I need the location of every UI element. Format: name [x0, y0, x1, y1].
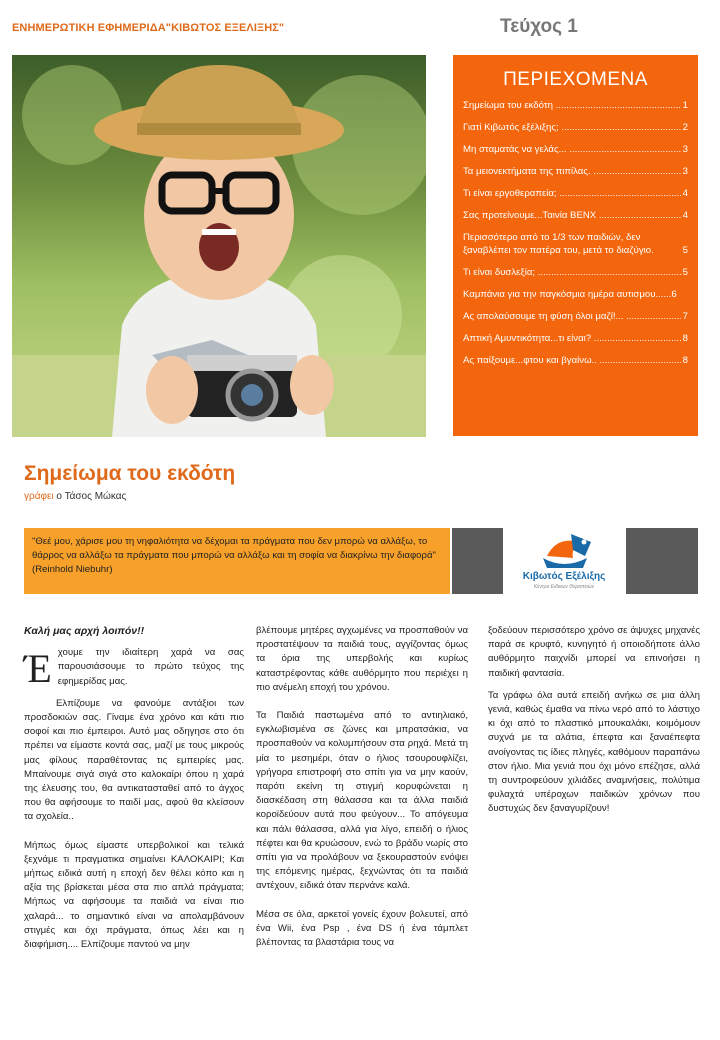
toc-item-label: Γιατί Κιβωτός εξέλιξης; ..... — [463, 121, 681, 134]
article-column-2 — [256, 624, 468, 958]
article-paragraph-text: χουμε την ιδιαίτερη χαρά να σας παρουσιάσουμε το πρώτο τεύχος της εφημερίδας μας. — [57, 647, 244, 687]
toc-item[interactable] — [463, 209, 688, 222]
toc-item[interactable] — [463, 231, 688, 257]
toc-title: ΠΕΡΙΕΧΟΜΕΝΑ — [503, 69, 648, 90]
toc-item[interactable] — [463, 266, 688, 279]
cover-photo — [12, 55, 426, 437]
quote-band: "Θεέ μου, χάρισε μου τη νηφαλιότητα να δέχομαι τα πράγματα που δεν μπορώ να αλλάξω, το θάρρος να αλλάξω τα πράγματα που μπορώ να αλλάξω και τη σοφία να διακρίνω την διαφορά" (Reinhold Niebuhr) — [24, 528, 450, 594]
drop-cap: Έ — [24, 646, 52, 692]
toc-item[interactable] — [463, 143, 688, 156]
toc-item-page: 8 — [682, 355, 688, 366]
logo-subtitle: Κέντρο Ειδικών Θεραπειών — [533, 584, 595, 590]
article-paragraph — [24, 646, 244, 692]
article-paragraph: Μέσα σε όλα, αρκετοί γονείς έχουν βολευτεί, από ένα Wii, ένα Psp , ένα DS ή ένα τάμπλετ βλέποντας τα βλαστάρια τους να — [256, 908, 468, 949]
article-lead: Καλή μας αρχή λοιπόν!! — [24, 625, 145, 637]
toc-list — [463, 99, 688, 367]
logo-name: Κιβωτός Εξέλιξης — [522, 571, 606, 582]
toc-item[interactable] — [463, 187, 688, 200]
toc-item[interactable] — [463, 121, 688, 134]
toc-item-page: 1 — [682, 100, 688, 111]
toc-item[interactable] — [463, 288, 688, 301]
toc-item-page: 7 — [682, 311, 688, 322]
byline-word: γράφει — [24, 491, 54, 502]
toc-item-label: Τι είναι εργοθεραπεία; ..... — [463, 187, 681, 200]
masthead: ΕΝΗΜΕΡΩΤΙΚΗ ΕΦΗΜΕΡΙΔΑ"ΚΙΒΩΤΟΣ ΕΞΕΛΙΞΗΣ" — [12, 22, 285, 34]
article-paragraph: βλέπουμε μητέρες αγχωμένες να προσπαθούν να προστατέψουν τα παιδιά τους, αγγίζοντας όμως τα όρια της υπερβολής και κυρίως καταστρέφοντας κάθε αυθόρμητο που περιέχει η πιο ανέμελη εποχή του χρόνου. — [256, 625, 468, 693]
toc-item-page: 5 — [682, 267, 688, 278]
issue-number: Τεύχος 1 — [500, 16, 578, 37]
byline-author: ο Τάσος Μώκας — [53, 491, 127, 502]
child-with-camera-illustration — [12, 55, 426, 437]
article-paragraph: Ελπίζουμε να φανούμε αντάξιοι των προσδοκιών σας. Γίναμε ένα χρόνο και κάτι πιο σοφοί και πιο έμπειροι. Αυτό μας οδηγησε στο ότι πρέπει να είμαστε κοντά σας, μαζί με τους μικρούς μας φίλους παραθέτοντας τις εμπειρίες μας. Μπαίνουμε σιγά σιγά στο καλοκαίρι όπου η χαρά της έλευσης του, θα αντικατασταθεί από το άγχος που θα αφήσουμε το παιδί μας, αφού θα κλείσουν τα σχολεία.. — [24, 697, 244, 823]
dark-block — [626, 528, 698, 594]
toc-item-label: Καμπάνια για την παγκόσμια ημέρα αυτισμου......6 — [463, 289, 677, 300]
toc-item-label: Τι είναι δυσλεξία; ..... — [463, 266, 681, 279]
article-paragraph: Τα Παιδιά παστωμένα από το αντιηλιακό, εγκλωβισμένα σε ζώνες και μπρατσάκια, να προσπαθούν να κολυμπήσουν στα ρηχά. Μετά τη μία το μεσημέρι, όταν ο ήλιος τσουρουφλίζει, γρήγορα επιστροφή στο σπίτι για να μην καούν, παρότι εκείνη τη στιγμή κορυφώνεται η διασκέδαση στη θάλασσα και τα άλλα παιδιά κοροϊδεύουν αυτά που φεύγουν... Το απόγευμα και πάλι θάλασσα, αλλά για λίγο, επειδή ο ήλιος πέφτει και θα κρυώσουν, ενώ το βράδυ νωρίς στο σπίτι για να προλάβουν να ξεκουραστούν ενόψει της επόμενης ημέρας, ξεχνώντας ότι τα παιδιά αντέχουν, ειδικά όταν περνάνε καλά. — [256, 710, 468, 892]
toc-item-page: 5 — [682, 245, 688, 256]
toc-item[interactable] — [463, 332, 688, 345]
article-paragraph: ξοδεύουν περισσότερο χρόνο σε άψυχες μηχανές παρά σε κρυφτό, κυνηγητό ή οποιοδήποτε άλλο αυθόρμητο παιχνίδι μπορεί να επινοήσει η παιδική φαντασία. — [488, 625, 700, 679]
article-paragraph: Μήπως όμως είμαστε υπερβολικοί και τελικά ξεχνάμε τι πραγματικα σημαίνει ΚΑΛΟΚΑΙΡΙ; Και μήπως ειδικά αυτή η εποχή δεν θέλει κόπο και η αξία της βρίσκεται μέσα στα πιο απλά πράγματα; Μήπως να αφήσουμε τα παιδιά να είναι πιο χαλαρά... το σημαντικό είναι να απολαμβάνουν στιγμές και όχι πράγματα, όπως λέει και η διαφήμιση.... Ελπίζουμε παντού να μην — [24, 839, 244, 951]
toc-item-label: Ας απολαύσουμε τη φύση όλοι μαζί!... ..... — [463, 310, 681, 323]
toc-item-page: 2 — [682, 122, 688, 133]
editor-note-title: Σημείωμα του εκδότη — [24, 462, 236, 485]
table-of-contents — [453, 55, 698, 436]
toc-item-label: Σημείωμα του εκδότη ..... — [463, 99, 681, 112]
toc-item-label: Σας προτείνουμε...Ταινία ΒΕΝΧ ..... — [463, 209, 681, 222]
article-column-1 — [24, 624, 244, 960]
toc-item-page: 3 — [682, 166, 688, 177]
toc-item-page: 4 — [682, 188, 688, 199]
editor-byline — [24, 491, 126, 502]
toc-item-label: Μη σταματάς να γελάς... ..... — [463, 143, 681, 156]
toc-item[interactable] — [463, 99, 688, 112]
toc-item-label: Ας παίξουμε...φτου και βγαίνω.. ..... — [463, 354, 681, 367]
toc-item[interactable] — [463, 310, 688, 323]
article-column-3 — [488, 624, 700, 825]
toc-item-page: 4 — [682, 210, 688, 221]
brand-logo — [505, 528, 623, 594]
toc-item-label: Τα μειονεκτήματα της πιπίλας. ..... — [463, 165, 681, 178]
ark-logo-icon — [505, 528, 623, 572]
toc-item[interactable] — [463, 354, 688, 367]
article-paragraph: Τα γράφω όλα αυτά επειδή ανήκω σε μια άλλη γενιά, καθώς έμαθα να πίνω νερό από το λάστιχο κι όχι από το πλαστικό μπουκαλάκι, κοιμόμουν συχνά με τα αλάτια, έπεφτα και ξαναέπεφτα ανοίγοντας τις ίδιες πληγές, καθόμουν παραπάνω στον ήλιο. Μια γενιά που όχι μόνο επέζησε, αλλά τη συντροφεύουν χιλιάδες αναμνήσεις, πολύτιμα φυλαχτά υπέροχων παιδικών χρόνων που δυστυχώς δεν ξαναγυρίζουν! — [488, 689, 700, 815]
dark-block — [452, 528, 503, 594]
toc-item-label: Απτική Αμυντικότητα...τι είναι? ..... — [463, 332, 681, 345]
toc-item[interactable] — [463, 165, 688, 178]
toc-item-page: 8 — [682, 333, 688, 344]
toc-item-page: 3 — [682, 144, 688, 155]
toc-item-label: Περισσότερο από το 1/3 των παιδιών, δεν ξαναβλέπει τον πατέρα του, μετά το διαζύγιο. — [463, 232, 654, 256]
